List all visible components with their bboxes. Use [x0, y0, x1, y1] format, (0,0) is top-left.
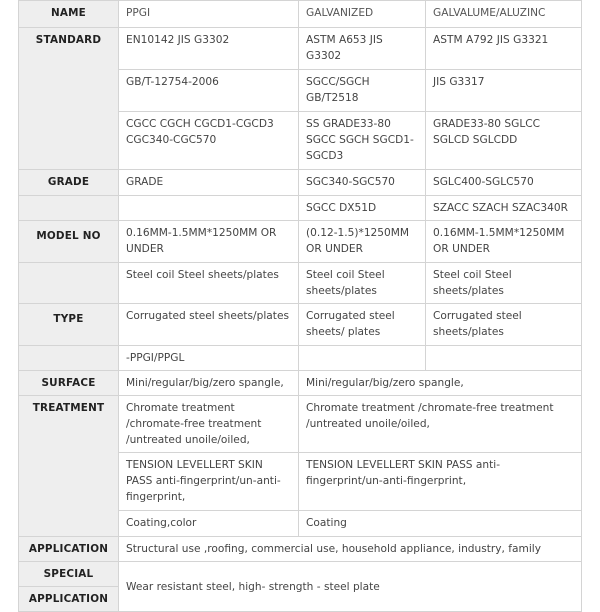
table-cell: SGLC400-SGLC570 [426, 170, 582, 196]
table-row [19, 304, 582, 346]
table-row [19, 346, 582, 371]
table-row [19, 537, 582, 562]
table-row [19, 170, 582, 196]
table-row [19, 1, 582, 28]
spec-table [18, 0, 582, 612]
column-header-ppgi: PPGI [119, 1, 299, 28]
grade-label-empty [19, 196, 119, 221]
special-label: SPECIAL [19, 562, 119, 587]
table-cell: SS GRADE33-80 SGCC SGCH SGCD1-SGCD3 [299, 112, 426, 170]
table-cell: GRADE33-80 SGLCC SGLCD SGLCDD [426, 112, 582, 170]
table-cell: Steel coil Steel sheets/plates [426, 263, 582, 304]
standard-label: STANDARD [19, 28, 119, 170]
table-cell: Wear resistant steel, high- strength - steel plate [119, 562, 582, 612]
table-cell: Mini/regular/big/zero spangle, [299, 371, 582, 396]
table-row [19, 396, 582, 453]
table-cell-empty [299, 346, 426, 371]
table-cell: Corrugated steel sheets/ plates [299, 304, 426, 346]
table-cell: EN10142 JIS G3302 [119, 28, 299, 70]
application-label: APPLICATION [19, 537, 119, 562]
table-cell: Chromate treatment /chromate-free treatment /untreated unoile/oiled, [119, 396, 299, 453]
table-cell: JIS G3317 [426, 70, 582, 112]
table-row [19, 562, 582, 587]
table-row [19, 28, 582, 70]
table-cell: 0.16MM-1.5MM*1250MM OR UNDER [119, 221, 299, 263]
table-cell [119, 196, 299, 221]
table-cell: Coating,color [119, 511, 299, 537]
table-cell: SGCC DX51D [299, 196, 426, 221]
column-header-galvanized: GALVANIZED [299, 1, 426, 28]
table-cell: Structural use ,roofing, commercial use, household appliance, industry, family [119, 537, 582, 562]
table-cell: Steel coil Steel sheets/plates [299, 263, 426, 304]
model-no-label: MODEL NO [19, 221, 119, 263]
surface-label: SURFACE [19, 371, 119, 396]
table-cell: -PPGI/PPGL [119, 346, 299, 371]
table-cell: Chromate treatment /chromate-free treatment /untreated unoile/oiled, [299, 396, 582, 453]
column-header-galvalume: GALVALUME/ALUZINC [426, 1, 582, 28]
table-cell: Corrugated steel sheets/plates [119, 304, 299, 346]
table-cell: SGC340-SGC570 [299, 170, 426, 196]
type-label-empty [19, 263, 119, 304]
table-cell: Steel coil Steel sheets/plates [119, 263, 299, 304]
table-cell-empty [426, 346, 582, 371]
type-label-empty [19, 346, 119, 371]
table-cell: GRADE [119, 170, 299, 196]
table-row [19, 221, 582, 263]
table-row [19, 196, 582, 221]
table-cell: 0.16MM-1.5MM*1250MM OR UNDER [426, 221, 582, 263]
spec-table-container [18, 0, 581, 612]
name-label: NAME [19, 1, 119, 28]
table-cell: TENSION LEVELLERT SKIN PASS anti-fingerprint/un-anti-fingerprint, [119, 453, 299, 511]
table-cell: SZACC SZACH SZAC340R [426, 196, 582, 221]
table-cell: CGCC CGCH CGCD1-CGCD3 CGC340-CGC570 [119, 112, 299, 170]
table-row [19, 371, 582, 396]
table-cell: Coating [299, 511, 582, 537]
type-label: TYPE [19, 304, 119, 346]
table-cell: (0.12-1.5)*1250MM OR UNDER [299, 221, 426, 263]
table-cell: GB/T-12754-2006 [119, 70, 299, 112]
table-cell: ASTM A653 JIS G3302 [299, 28, 426, 70]
application-label-2: APPLICATION [19, 587, 119, 612]
table-cell: SGCC/SGCH GB/T2518 [299, 70, 426, 112]
table-row [19, 263, 582, 304]
table-cell: Corrugated steel sheets/plates [426, 304, 582, 346]
table-cell: Mini/regular/big/zero spangle, [119, 371, 299, 396]
table-cell: TENSION LEVELLERT SKIN PASS anti-fingerprint/un-anti-fingerprint, [299, 453, 582, 511]
table-cell: ASTM A792 JIS G3321 [426, 28, 582, 70]
grade-label: GRADE [19, 170, 119, 196]
treatment-label: TREATMENT [19, 396, 119, 537]
